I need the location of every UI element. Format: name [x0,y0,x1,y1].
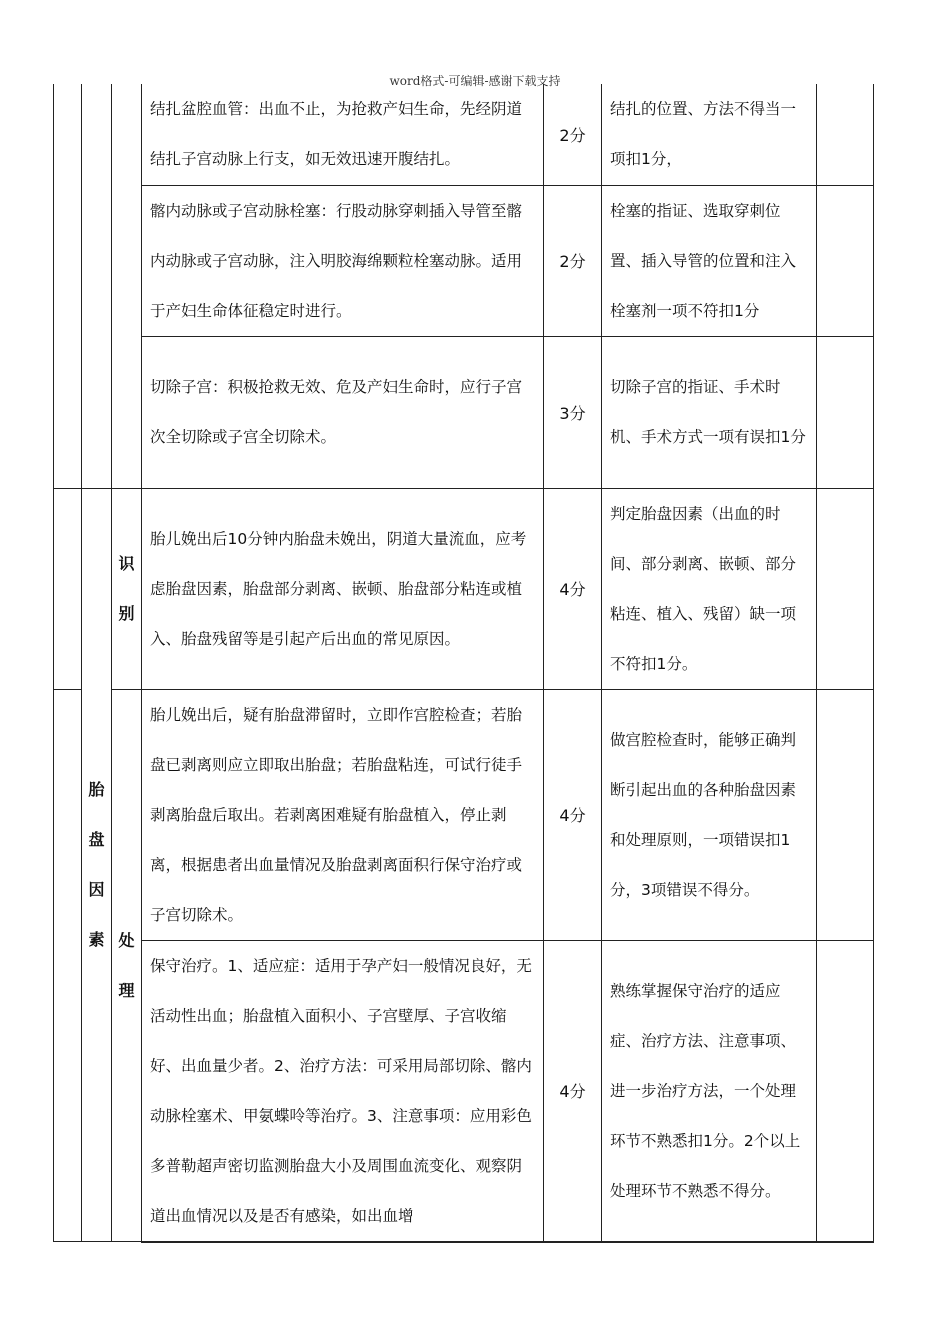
table-row [54,84,874,185]
item-content: 胎儿娩出后10分钟内胎盘未娩出，阴道大量流血，应考虑胎盘因素，胎盘部分剥离、嵌顿、胎盘部分粘连或植入、胎盘残留等是引起产后出血的常见原因。 [142,488,544,689]
blank-col-2 [82,84,112,488]
page-header: word格式-可编辑-感谢下载支持 [389,74,561,88]
item-rule: 结扎的位置、方法不得当一项扣1分， [602,84,817,185]
scoring-table [53,84,874,1243]
table-row [54,488,874,689]
table-row [54,940,874,1242]
table-row [54,185,874,336]
item-score: 4分 [544,940,602,1242]
deduction-cell [817,940,874,1242]
table-row [54,336,874,488]
item-score: 4分 [544,689,602,940]
deduction-cell [817,488,874,689]
deduction-cell [817,84,874,185]
deduction-cell [817,689,874,940]
blank-col-1 [54,84,82,488]
item-content: 保守治疗。1、适应症：适用于孕产妇一般情况良好，无活动性出血；胎盘植入面积小、子宫壁厚、子宫收缩好、出血量少者。2、治疗方法：可采用局部切除、髂内动脉栓塞术、甲氨蝶呤等治疗。3、注意事项：应用彩色多普勒超声密切监测胎盘大小及周围血流变化、观察阴道出血情况以及是否有感染，如出血增 [142,940,544,1242]
blank-col-3 [112,84,142,488]
subsection-identify-label: 识 别 [112,488,142,689]
item-rule: 切除子宫的指证、手术时机、手术方式一项有误扣1分 [602,336,817,488]
item-rule: 判定胎盘因素（出血的时间、部分剥离、嵌顿、部分粘连、植入、残留）缺一项不符扣1分。 [602,488,817,689]
item-score: 2分 [544,185,602,336]
deduction-cell [817,185,874,336]
blank-col-1 [54,689,82,1242]
table-row [54,689,874,940]
item-score: 2分 [544,84,602,185]
item-content: 切除子宫：积极抢救无效、危及产妇生命时，应行子宫次全切除或子宫全切除术。 [142,336,544,488]
item-score: 4分 [544,488,602,689]
subsection-treat-label: 处 理 [112,689,142,1242]
item-rule: 熟练掌握保守治疗的适应症、治疗方法、注意事项、进一步治疗方法，一个处理环节不熟悉扣1分。2个以上处理环节不熟悉不得分。 [602,940,817,1242]
item-content: 髂内动脉或子宫动脉栓塞：行股动脉穿刺插入导管至髂内动脉或子宫动脉，注入明胶海绵颗粒栓塞动脉。适用于产妇生命体征稳定时进行。 [142,185,544,336]
blank-col-1 [54,488,82,689]
item-rule: 栓塞的指证、选取穿刺位置、插入导管的位置和注入栓塞剂一项不符扣1分 [602,185,817,336]
item-content: 结扎盆腔血管：出血不止，为抢救产妇生命，先经阴道结扎子宫动脉上行支，如无效迅速开腹结扎。 [142,84,544,185]
item-score: 3分 [544,336,602,488]
deduction-cell [817,336,874,488]
section-placenta-label: 胎 盘 因 素 [82,488,112,1242]
item-content: 胎儿娩出后，疑有胎盘滞留时，立即作宫腔检查；若胎盘已剥离则应立即取出胎盘；若胎盘粘连，可试行徒手剥离胎盘后取出。若剥离困难疑有胎盘植入，停止剥离，根据患者出血量情况及胎盘剥离面积行保守治疗或子宫切除术。 [142,689,544,940]
item-rule: 做宫腔检查时，能够正确判断引起出血的各种胎盘因素和处理原则，一项错误扣1分，3项错误不得分。 [602,689,817,940]
